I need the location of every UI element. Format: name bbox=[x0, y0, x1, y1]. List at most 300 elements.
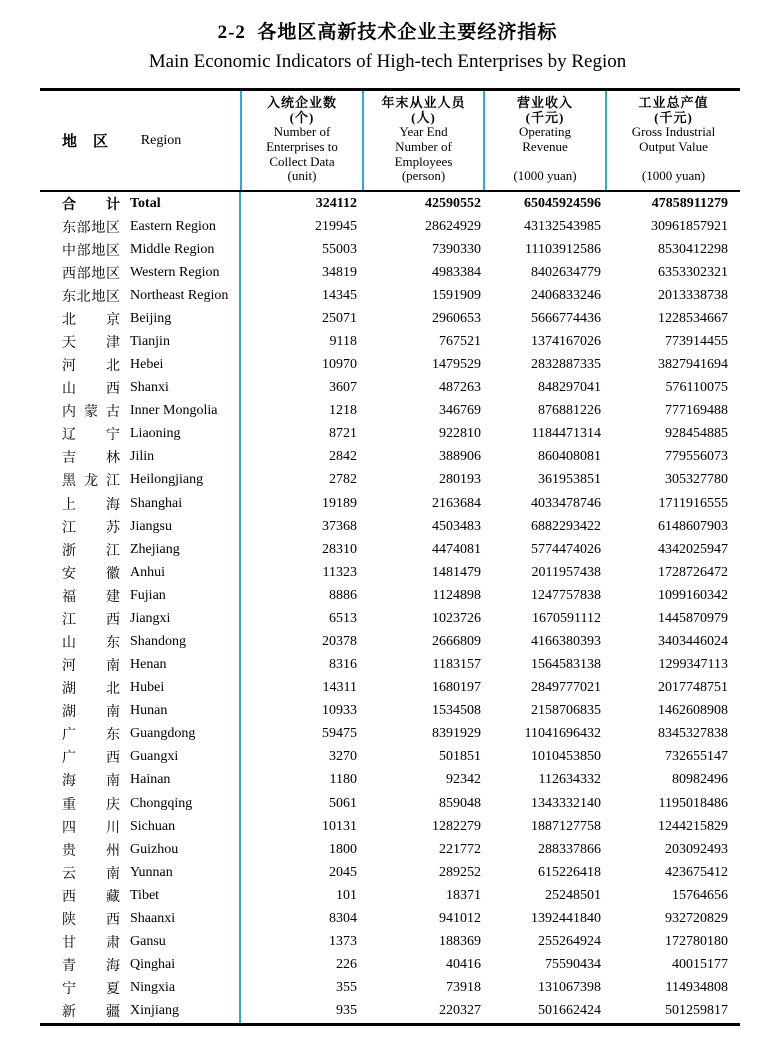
value-cell: 2666809 bbox=[432, 634, 481, 650]
header-region-cell bbox=[40, 91, 240, 190]
region-name-en: Guangdong bbox=[130, 726, 196, 742]
value-cell: 47858911279 bbox=[651, 195, 728, 211]
value-cell: 255264924 bbox=[538, 934, 601, 950]
value-cell: 7390330 bbox=[432, 241, 481, 257]
table-row bbox=[40, 792, 740, 815]
table-body bbox=[40, 192, 740, 1023]
region-cell bbox=[40, 724, 240, 744]
value-cell: 8304 bbox=[329, 910, 357, 926]
table-row bbox=[40, 654, 740, 677]
region-name-en: Hebei bbox=[130, 357, 164, 373]
value-cell: 8316 bbox=[329, 657, 357, 673]
region-name-cn: 山 西 bbox=[62, 382, 120, 398]
value-cell: 1481479 bbox=[432, 564, 481, 580]
region-name-en: Hunan bbox=[130, 703, 168, 719]
value-cell: 280193 bbox=[439, 472, 481, 488]
table-row bbox=[40, 354, 740, 377]
value-cell: 28310 bbox=[322, 541, 357, 557]
value-cell: 922810 bbox=[439, 426, 481, 442]
value-cell: 14311 bbox=[322, 680, 357, 696]
value-cell: 220327 bbox=[439, 1003, 481, 1019]
region-cell bbox=[40, 817, 240, 837]
header-line: (千元) bbox=[654, 109, 693, 125]
region-cell bbox=[40, 424, 240, 444]
value-cell: 20378 bbox=[322, 634, 357, 650]
header-line bbox=[487, 155, 603, 170]
region-cell bbox=[40, 470, 240, 490]
value-cell: 1373 bbox=[329, 934, 357, 950]
region-name-cn: 宁 夏 bbox=[62, 982, 120, 998]
value-cell: 1023726 bbox=[432, 610, 481, 626]
region-name-cn: 贵 州 bbox=[62, 843, 120, 859]
region-name-en: Hainan bbox=[130, 772, 171, 788]
value-cell: 1218 bbox=[329, 403, 357, 419]
region-name-en: Guizhou bbox=[130, 841, 179, 857]
value-cell: 5774474026 bbox=[531, 541, 601, 557]
value-cell: 2011957438 bbox=[531, 564, 601, 580]
value-cell: 1711916555 bbox=[658, 495, 728, 511]
value-cell: 114934808 bbox=[665, 980, 728, 996]
region-cell bbox=[40, 678, 240, 698]
region-name-cn: 内 蒙 古 bbox=[62, 405, 120, 421]
value-cell: 172780180 bbox=[665, 934, 728, 950]
value-cell: 6882293422 bbox=[531, 518, 601, 534]
value-cell: 576110075 bbox=[665, 380, 728, 396]
value-cell: 8391929 bbox=[432, 726, 481, 742]
region-name-cn: 西 部 地 区 bbox=[62, 266, 120, 282]
region-cell bbox=[40, 863, 240, 883]
table-row bbox=[40, 307, 740, 330]
region-name-cn: 浙 江 bbox=[62, 543, 120, 559]
value-cell: 860408081 bbox=[538, 449, 601, 465]
region-cell bbox=[40, 332, 240, 352]
value-cell: 1247757838 bbox=[531, 587, 601, 603]
value-cell: 1195018486 bbox=[658, 795, 728, 811]
value-cell: 777169488 bbox=[665, 403, 728, 419]
value-cell: 221772 bbox=[439, 841, 481, 857]
table-row bbox=[40, 400, 740, 423]
table-row bbox=[40, 238, 740, 261]
table-row bbox=[40, 284, 740, 307]
region-name-cn: 江 西 bbox=[62, 612, 120, 628]
value-cell: 11041696432 bbox=[524, 726, 601, 742]
value-cell: 42590552 bbox=[425, 195, 481, 211]
value-cell: 18371 bbox=[446, 887, 481, 903]
region-name-en: Anhui bbox=[130, 564, 165, 580]
region-name-en: Inner Mongolia bbox=[130, 403, 218, 419]
region-name-en: Jiangxi bbox=[130, 610, 171, 626]
table-row bbox=[40, 215, 740, 238]
region-cell bbox=[40, 1001, 240, 1021]
region-name-cn: 福 建 bbox=[62, 589, 120, 605]
region-name-cn: 东 部 地 区 bbox=[62, 220, 120, 236]
table-row bbox=[40, 515, 740, 538]
value-cell: 15764656 bbox=[672, 887, 728, 903]
region-name-en: Gansu bbox=[130, 934, 166, 950]
value-cell: 30961857921 bbox=[651, 218, 728, 234]
region-name-cn: 广 西 bbox=[62, 751, 120, 767]
value-cell: 6353302321 bbox=[658, 264, 728, 280]
value-cell: 101 bbox=[336, 887, 357, 903]
value-cell: 2045 bbox=[329, 864, 357, 880]
value-cell: 1099160342 bbox=[658, 587, 728, 603]
header-line: (千元) bbox=[525, 109, 565, 125]
region-cell bbox=[40, 840, 240, 860]
table-row bbox=[40, 446, 740, 469]
value-cell: 615226418 bbox=[538, 864, 601, 880]
value-cell: 8345327838 bbox=[658, 726, 728, 742]
region-cell bbox=[40, 401, 240, 421]
region-cell bbox=[40, 932, 240, 952]
region-name-en: Qinghai bbox=[130, 957, 176, 973]
table-row bbox=[40, 584, 740, 607]
region-cell bbox=[40, 632, 240, 652]
value-cell: 11103912586 bbox=[525, 241, 601, 257]
value-cell: 289252 bbox=[439, 864, 481, 880]
table-row bbox=[40, 192, 740, 215]
region-name-cn: 海 南 bbox=[62, 774, 120, 790]
header-line: 年末从业人员 bbox=[381, 95, 466, 110]
value-cell: 43132543985 bbox=[524, 218, 601, 234]
region-name-en: Sichuan bbox=[130, 818, 176, 834]
header-region-label-en: Region bbox=[140, 132, 182, 148]
value-cell: 1445870979 bbox=[658, 610, 728, 626]
table-row bbox=[40, 700, 740, 723]
header-line: (1000 yuan) bbox=[513, 168, 577, 184]
value-cell: 2406833246 bbox=[531, 287, 601, 303]
value-cell: 226 bbox=[336, 957, 357, 973]
value-cell: 1534508 bbox=[432, 703, 481, 719]
region-cell bbox=[40, 886, 240, 906]
header-line: (个) bbox=[289, 109, 315, 125]
value-cell: 40015177 bbox=[672, 957, 728, 973]
value-cell: 19189 bbox=[322, 495, 357, 511]
value-cell: 876881226 bbox=[538, 403, 601, 419]
region-name-en: Henan bbox=[130, 657, 167, 673]
value-cell: 732655147 bbox=[665, 749, 728, 765]
value-cell: 1728726472 bbox=[658, 564, 728, 580]
value-cell: 8530412298 bbox=[658, 241, 728, 257]
region-cell bbox=[40, 701, 240, 721]
table-row bbox=[40, 677, 740, 700]
region-column-divider bbox=[239, 192, 241, 1023]
table-row bbox=[40, 954, 740, 977]
region-name-cn: 西 藏 bbox=[62, 889, 120, 905]
region-name-cn: 中 部 地 区 bbox=[62, 243, 120, 259]
region-name-en: Fujian bbox=[130, 587, 166, 603]
value-cell: 487263 bbox=[439, 380, 481, 396]
value-cell: 2782 bbox=[329, 472, 357, 488]
header-line: Operating bbox=[519, 124, 571, 140]
region-name-cn: 陕 西 bbox=[62, 912, 120, 928]
value-cell: 1124898 bbox=[432, 587, 481, 603]
region-name-cn: 山 东 bbox=[62, 636, 120, 652]
value-cell: 2163684 bbox=[432, 495, 481, 511]
page-title-cn: 2-2 各地区高新技术企业主要经济指标 bbox=[217, 22, 558, 43]
region-name-en: Yunnan bbox=[130, 864, 173, 880]
table-row bbox=[40, 977, 740, 1000]
region-name-en: Shanxi bbox=[130, 380, 169, 396]
value-cell: 4342025947 bbox=[658, 541, 728, 557]
value-cell: 28624929 bbox=[425, 218, 481, 234]
region-name-cn: 天 津 bbox=[62, 336, 120, 351]
value-cell: 3270 bbox=[329, 749, 357, 765]
value-cell: 779556073 bbox=[665, 449, 728, 465]
value-cell: 1180 bbox=[329, 772, 357, 788]
value-cell: 188369 bbox=[439, 934, 481, 950]
region-cell bbox=[40, 217, 240, 237]
table-row bbox=[40, 492, 740, 515]
value-cell: 5666774436 bbox=[531, 310, 601, 326]
value-cell: 3827941694 bbox=[658, 357, 728, 373]
region-name-cn: 广 东 bbox=[62, 728, 120, 744]
region-cell bbox=[40, 770, 240, 790]
region-name-cn: 江 苏 bbox=[62, 520, 120, 536]
value-cell: 112634332 bbox=[538, 772, 601, 788]
value-cell: 203092493 bbox=[665, 841, 728, 857]
header-line: 入统企业数 bbox=[266, 95, 337, 110]
value-cell: 288337866 bbox=[538, 841, 601, 857]
value-cell: 501259817 bbox=[665, 1003, 728, 1019]
value-cell: 8402634779 bbox=[531, 264, 601, 280]
header-line: Year End bbox=[399, 124, 448, 140]
region-name-en: Total bbox=[130, 195, 161, 211]
value-cell: 34819 bbox=[322, 264, 357, 280]
page-title-en: Main Economic Indicators of High-tech Enterprises by Region bbox=[148, 51, 627, 72]
region-name-cn: 安 徽 bbox=[62, 566, 120, 582]
header-line: Employees bbox=[394, 153, 453, 169]
value-cell: 80982496 bbox=[672, 772, 728, 788]
header-line: Output Value bbox=[639, 139, 708, 155]
value-cell: 2960653 bbox=[432, 310, 481, 326]
region-name-cn: 湖 北 bbox=[62, 682, 120, 698]
value-cell: 73918 bbox=[446, 980, 481, 996]
value-cell: 8721 bbox=[329, 426, 357, 442]
region-cell bbox=[40, 494, 240, 514]
table-row bbox=[40, 907, 740, 930]
table-row bbox=[40, 538, 740, 561]
value-cell: 4474081 bbox=[432, 541, 481, 557]
table-row bbox=[40, 561, 740, 584]
value-cell: 2013338738 bbox=[658, 287, 728, 303]
region-cell bbox=[40, 378, 240, 398]
value-cell: 5061 bbox=[329, 795, 357, 811]
table-row bbox=[40, 746, 740, 769]
value-cell: 4983384 bbox=[432, 264, 481, 280]
region-cell bbox=[40, 909, 240, 929]
value-cell: 10933 bbox=[322, 703, 357, 719]
region-cell bbox=[40, 955, 240, 975]
table-row bbox=[40, 1000, 740, 1023]
value-cell: 4033478746 bbox=[531, 495, 601, 511]
table-row bbox=[40, 884, 740, 907]
header-line: Revenue bbox=[522, 139, 568, 155]
value-cell: 1680197 bbox=[432, 680, 481, 696]
value-cell: 2842 bbox=[329, 449, 357, 465]
value-cell: 2849777021 bbox=[531, 680, 601, 696]
region-name-en: Heilongjiang bbox=[130, 472, 204, 488]
value-cell: 40416 bbox=[446, 957, 481, 973]
table-row bbox=[40, 815, 740, 838]
value-cell: 1183157 bbox=[432, 657, 481, 673]
value-cell: 932720829 bbox=[665, 910, 728, 926]
value-cell: 4503483 bbox=[432, 518, 481, 534]
value-cell: 928454885 bbox=[665, 426, 728, 442]
value-cell: 1564583138 bbox=[531, 657, 601, 673]
value-cell: 1343332140 bbox=[531, 795, 601, 811]
value-cell: 4166380393 bbox=[531, 634, 601, 650]
region-name-en: Zhejiang bbox=[130, 541, 180, 557]
table-row bbox=[40, 261, 740, 284]
value-cell: 935 bbox=[336, 1003, 357, 1019]
region-name-cn: 辽 宁 bbox=[62, 428, 120, 444]
table-row bbox=[40, 330, 740, 353]
value-cell: 1282279 bbox=[432, 818, 481, 834]
region-cell bbox=[40, 609, 240, 629]
value-cell: 501662424 bbox=[538, 1003, 601, 1019]
value-cell: 773914455 bbox=[665, 334, 728, 349]
header-col-3 bbox=[605, 91, 740, 190]
region-name-en: Guangxi bbox=[130, 749, 179, 765]
table-row bbox=[40, 423, 740, 446]
table-row bbox=[40, 769, 740, 792]
region-name-en: Jilin bbox=[130, 449, 155, 465]
value-cell: 8886 bbox=[329, 587, 357, 603]
header-line: 工业总产值 bbox=[638, 95, 709, 110]
header-region-label-cn: 地 区 bbox=[62, 134, 108, 150]
header-col-2 bbox=[483, 91, 605, 190]
value-cell: 324112 bbox=[315, 195, 357, 211]
region-name-cn: 黑 龙 江 bbox=[62, 474, 120, 490]
region-name-cn: 青 海 bbox=[62, 959, 120, 975]
table-row bbox=[40, 607, 740, 630]
region-name-en: Liaoning bbox=[130, 426, 181, 442]
value-cell: 1299347113 bbox=[658, 657, 728, 673]
region-cell bbox=[40, 263, 240, 283]
region-name-en: Hubei bbox=[130, 680, 165, 696]
region-name-en: Northeast Region bbox=[130, 287, 229, 303]
value-cell: 25071 bbox=[322, 310, 357, 326]
value-cell: 1887127758 bbox=[531, 818, 601, 834]
header-col-1 bbox=[362, 91, 483, 190]
region-name-cn: 上 海 bbox=[62, 497, 120, 513]
region-cell bbox=[40, 563, 240, 583]
header-line: Number of bbox=[273, 124, 331, 140]
value-cell: 848297041 bbox=[538, 380, 601, 396]
value-cell: 9118 bbox=[329, 334, 357, 349]
value-cell: 1392441840 bbox=[531, 910, 601, 926]
value-cell: 1374167026 bbox=[531, 334, 601, 349]
region-cell bbox=[40, 978, 240, 998]
value-cell: 767521 bbox=[439, 334, 481, 349]
value-cell: 1479529 bbox=[432, 357, 481, 373]
region-cell bbox=[40, 194, 240, 214]
region-cell bbox=[40, 447, 240, 467]
region-cell bbox=[40, 286, 240, 306]
table-row bbox=[40, 469, 740, 492]
value-cell: 355 bbox=[336, 980, 357, 996]
value-cell: 11323 bbox=[322, 564, 357, 580]
region-name-cn: 河 南 bbox=[62, 659, 120, 675]
region-name-en: Jiangsu bbox=[130, 518, 172, 534]
region-name-en: Eastern Region bbox=[130, 218, 216, 234]
value-cell: 55003 bbox=[322, 241, 357, 257]
value-cell: 388906 bbox=[439, 449, 481, 465]
value-cell: 25248501 bbox=[545, 887, 601, 903]
value-cell: 1670591112 bbox=[532, 610, 601, 626]
value-cell: 75590434 bbox=[545, 957, 601, 973]
header-line: Enterprises to bbox=[266, 139, 338, 155]
table-row bbox=[40, 931, 740, 954]
value-cell: 2158706835 bbox=[531, 703, 601, 719]
region-cell bbox=[40, 309, 240, 329]
header-col-0 bbox=[240, 91, 362, 190]
value-cell: 859048 bbox=[439, 795, 481, 811]
value-cell: 1228534667 bbox=[658, 310, 728, 326]
header-line: (unit) bbox=[287, 168, 317, 184]
header-line bbox=[609, 155, 738, 170]
table-row bbox=[40, 630, 740, 653]
value-cell: 1591909 bbox=[432, 287, 481, 303]
value-cell: 3403446024 bbox=[658, 634, 728, 650]
value-cell: 131067398 bbox=[538, 980, 601, 996]
header-line: Collect Data bbox=[269, 153, 335, 169]
region-name-en: Ningxia bbox=[130, 980, 176, 996]
value-cell: 1462608908 bbox=[658, 703, 728, 719]
region-cell bbox=[40, 747, 240, 767]
indicators-table bbox=[40, 88, 740, 1026]
region-name-cn: 北 京 bbox=[62, 312, 120, 328]
region-name-en: Xinjiang bbox=[130, 1003, 179, 1019]
region-cell bbox=[40, 794, 240, 814]
value-cell: 6148607903 bbox=[658, 518, 728, 534]
value-cell: 2017748751 bbox=[658, 680, 728, 696]
value-cell: 10131 bbox=[322, 818, 357, 834]
region-name-cn: 新 疆 bbox=[62, 1005, 120, 1021]
value-cell: 219945 bbox=[315, 218, 357, 234]
value-cell: 1184471314 bbox=[531, 426, 601, 442]
value-cell: 2832887335 bbox=[531, 357, 601, 373]
region-name-cn: 吉 林 bbox=[62, 451, 120, 467]
value-cell: 6513 bbox=[329, 610, 357, 626]
header-line: (人) bbox=[411, 109, 436, 125]
region-name-cn: 河 北 bbox=[62, 359, 120, 375]
value-cell: 1244215829 bbox=[658, 818, 728, 834]
value-cell: 361953851 bbox=[538, 472, 601, 488]
header-line: Number of bbox=[395, 139, 452, 155]
value-cell: 1010453850 bbox=[531, 749, 601, 765]
value-cell: 37368 bbox=[322, 518, 357, 534]
region-name-en: Middle Region bbox=[130, 241, 215, 257]
region-name-en: Shaanxi bbox=[130, 910, 176, 926]
table-row bbox=[40, 377, 740, 400]
table-row bbox=[40, 723, 740, 746]
region-name-en: Shanghai bbox=[130, 495, 183, 511]
header-line: (person) bbox=[401, 168, 446, 184]
value-cell: 10970 bbox=[322, 357, 357, 373]
region-name-cn: 合 计 bbox=[62, 197, 120, 213]
region-cell bbox=[40, 355, 240, 375]
value-cell: 14345 bbox=[322, 287, 357, 303]
table-row bbox=[40, 838, 740, 861]
value-cell: 3607 bbox=[329, 380, 357, 396]
region-name-en: Chongqing bbox=[130, 795, 193, 811]
header-line: 营业收入 bbox=[516, 95, 573, 110]
region-cell bbox=[40, 517, 240, 537]
region-name-cn: 湖 南 bbox=[62, 705, 120, 721]
value-cell: 59475 bbox=[322, 726, 357, 742]
region-cell bbox=[40, 240, 240, 260]
